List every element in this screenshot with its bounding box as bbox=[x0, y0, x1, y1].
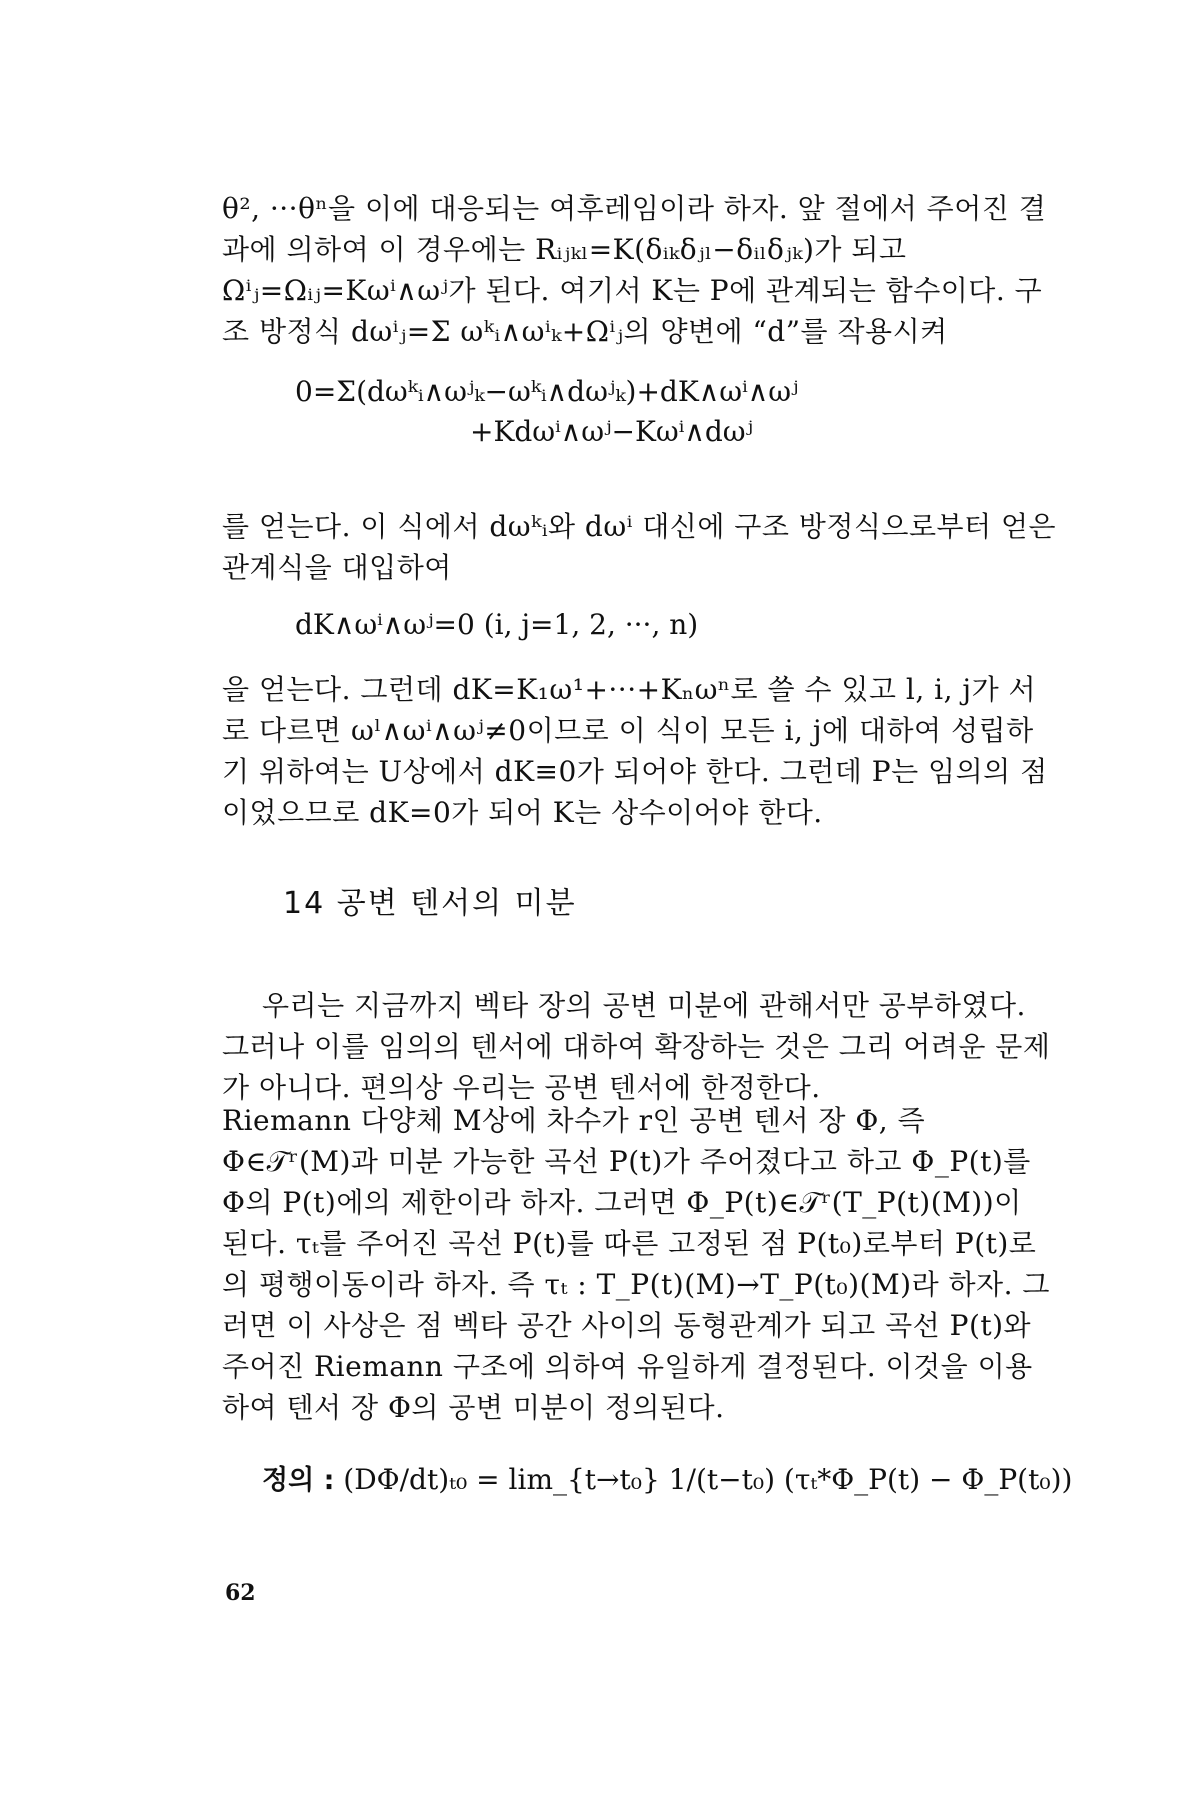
paragraph-5: Riemann 다양체 M상에 차수가 r인 공변 텐서 장 Φ, 즉 Φ∈𝒯ʳ(M)과 미분 가능한 곡선 P(t)가 주어졌다고 하고 Φ_P(t)를 Φ의 P(t)에의 제한이라 하자. 그러면 Φ_P(t)∈𝒯ʳ(T_P(t)(M))이 된다. τₜ를 주어진 곡선 P(t)를 따른 고정된 점 P(t₀)로부터 P(t)로의 평행이동이라 하자. 즉 τₜ : T_P(t)(M)→T_P(t₀)(M)라 하자. 그러면 이 사상은 점 벡타 공간 사이의 동형관계가 되고 곡선 P(t)와 주어진 Riemann 구조에 의하여 유일하게 결정된다. 이것을 이용하여 텐서 장 Φ의 공변 미분이 정의된다. bbox=[222, 1104, 1050, 1424]
paragraph-1: θ², ···θⁿ을 이에 대응되는 여후레임이라 하자. 앞 절에서 주어진 결과에 의하여 이 경우에는 Rᵢⱼₖₗ=K(δᵢₖδⱼₗ−δᵢₗδⱼₖ)가 되고 Ωⁱⱼ=Ωᵢⱼ=Kωⁱ∧ωʲ가 된다. 여기서 K는 P에 관계되는 함수이다. 구조 방정식 dωⁱⱼ=Σ ωᵏᵢ∧ωⁱₖ+Ωⁱⱼ의 양변에 “d”를 작용시켜 bbox=[222, 192, 1047, 348]
section-title: 14 공변 텐서의 미분 bbox=[283, 886, 577, 921]
paragraph-4: 우리는 지금까지 벡타 장의 공변 미분에 관해서만 공부하였다. 그러나 이를 임의의 텐서에 대하여 확장하는 것은 그리 어려운 문제가 아니다. 편의상 우리는 공변 텐서에 한정한다. bbox=[222, 989, 1051, 1104]
definition-formula: (DΦ/dt)ₜ₀ = lim_{t→t₀} 1/(t−t₀) (τₜ*Φ_P(t) − Φ_P(t₀)) bbox=[343, 1463, 1073, 1496]
page-number: 62 bbox=[225, 1580, 256, 1606]
paragraph-2: 를 얻는다. 이 식에서 dωᵏᵢ와 dωⁱ 대신에 구조 방정식으로부터 얻은 관계식을 대입하여 bbox=[222, 510, 1057, 584]
equation-1-line-2: +Kdωⁱ∧ωʲ−Kωⁱ∧dωʲ bbox=[470, 415, 753, 448]
paragraph-3: 을 얻는다. 그런데 dK=K₁ω¹+···+Kₙωⁿ로 쓸 수 있고 l, i, j가 서로 다르면 ωˡ∧ωⁱ∧ωʲ≠0이므로 이 식이 모든 i, j에 대하여 성립하기 위하여는 U상에서 dK≡0가 되어야 한다. 그런데 P는 임의의 점이었으므로 dK=0가 되어 K는 상수이어야 한다. bbox=[222, 673, 1048, 829]
equation-2: dK∧ωⁱ∧ωʲ=0 (i, j=1, 2, ···, n) bbox=[295, 608, 699, 641]
definition bbox=[262, 1458, 1072, 1497]
equation-1-line-1: 0=Σ(dωᵏᵢ∧ωʲₖ−ωᵏᵢ∧dωʲₖ)+dK∧ωⁱ∧ωʲ bbox=[295, 375, 799, 408]
definition-label: 정의 : bbox=[262, 1465, 335, 1496]
